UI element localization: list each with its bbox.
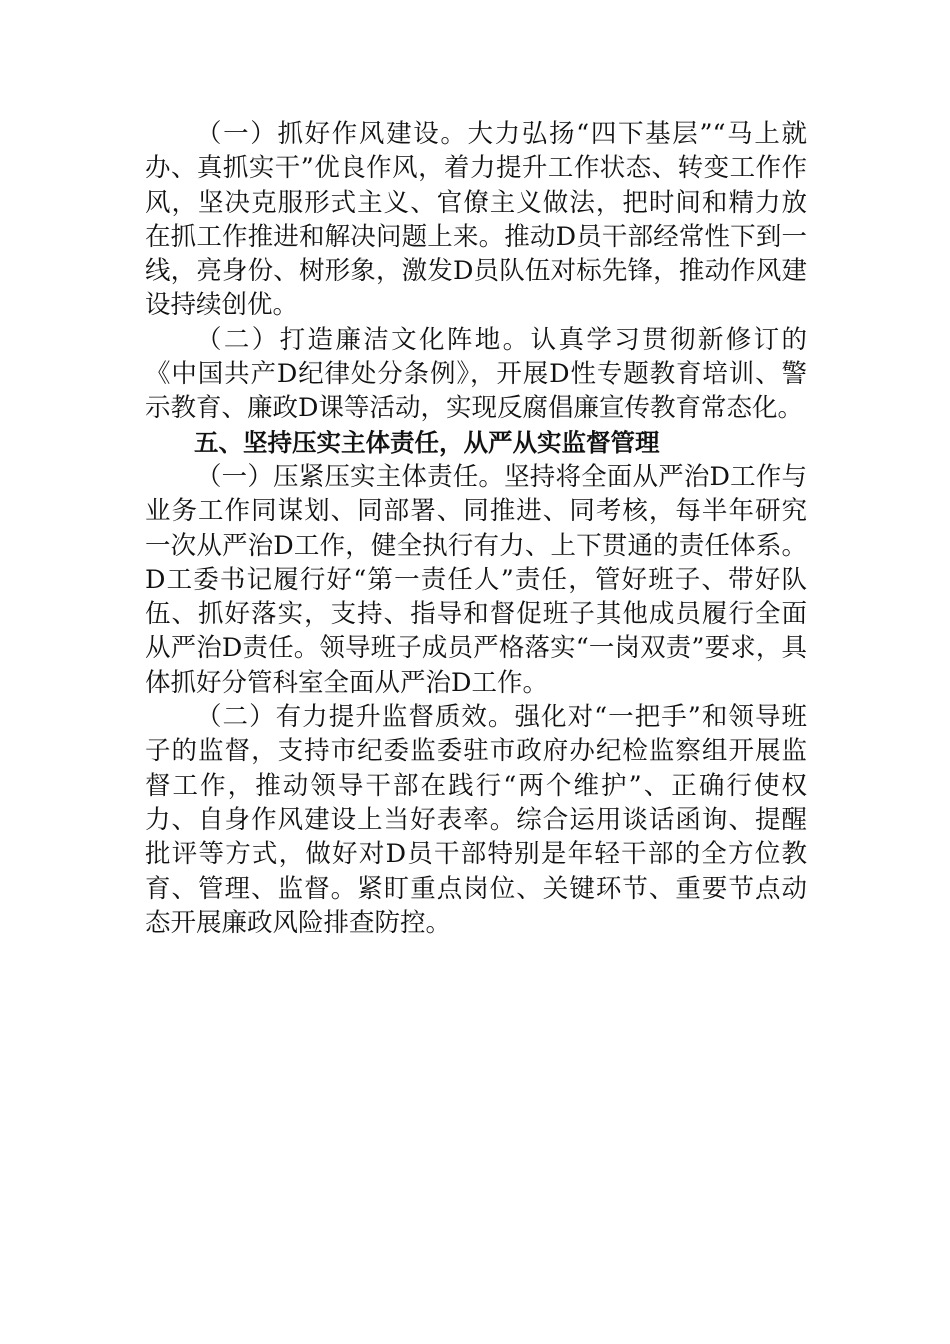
paragraph-lead: （一）抓好作风建设。 xyxy=(196,119,468,149)
paragraph-lead: （一）压紧压实主体责任。 xyxy=(196,461,505,492)
paragraph-text: 大力弘扬“四下基层”“马上就办、真抓实干”优良作风，着力提升工作状态、转变工作作风，坚决克服形式主义、官僚主义做法，把时间和精力放在抓工作推进和解决问题上来。推动D员干部经常性下到一线，亮身份、树形象，激发D员队伍对标先锋，推动作风建设持续创优。 xyxy=(145,119,807,321)
paragraph-lead: （二）打造廉洁文化阵地。 xyxy=(196,324,531,355)
paragraph-text: 认真学习贯彻新修订的《中国共产D纪律处分条例》，开展D性专题教育培训、警示教育、廉政D课等活动，实现反腐倡廉宣传教育常态化。 xyxy=(145,324,807,424)
paragraph-style-building xyxy=(145,117,807,323)
section-heading: 五、坚持压实主体责任，从严从实监督管理 xyxy=(194,427,660,457)
paragraph-lead: （二）有力提升监督质效。 xyxy=(196,702,515,733)
paragraph-integrity-culture xyxy=(145,323,807,426)
paragraph-main-responsibility xyxy=(145,460,807,700)
paragraph-text: 坚持将全面从严治D工作与业务工作同谋划、同部署、同推进、同考核，每半年研究一次从严治D工作，健全执行有力、上下贯通的责任体系。D工委书记履行好“第一责任人”责任，管好班子、带好队伍、抓好落实，支持、指导和督促班子其他成员履行全面从严治D责任。领导班子成员严格落实“一岗双责”要求，具体抓好分管科室全面从严治D工作。 xyxy=(145,461,807,698)
document-body xyxy=(145,117,807,940)
paragraph-text: 强化对“一把手”和领导班子的监督，支持市纪委监委驻市政府办纪检监察组开展监督工作，推动领导干部在践行“两个维护”、正确行使权力、自身作风建设上当好表率。综合运用谈话函询、提醒批评等方式，做好对D员干部特别是年轻干部的全方位教育、管理、监督。紧盯重点岗位、关键环节、重要节点动态开展廉政风险排查防控。 xyxy=(145,702,807,938)
paragraph-supervision-quality xyxy=(145,700,807,940)
